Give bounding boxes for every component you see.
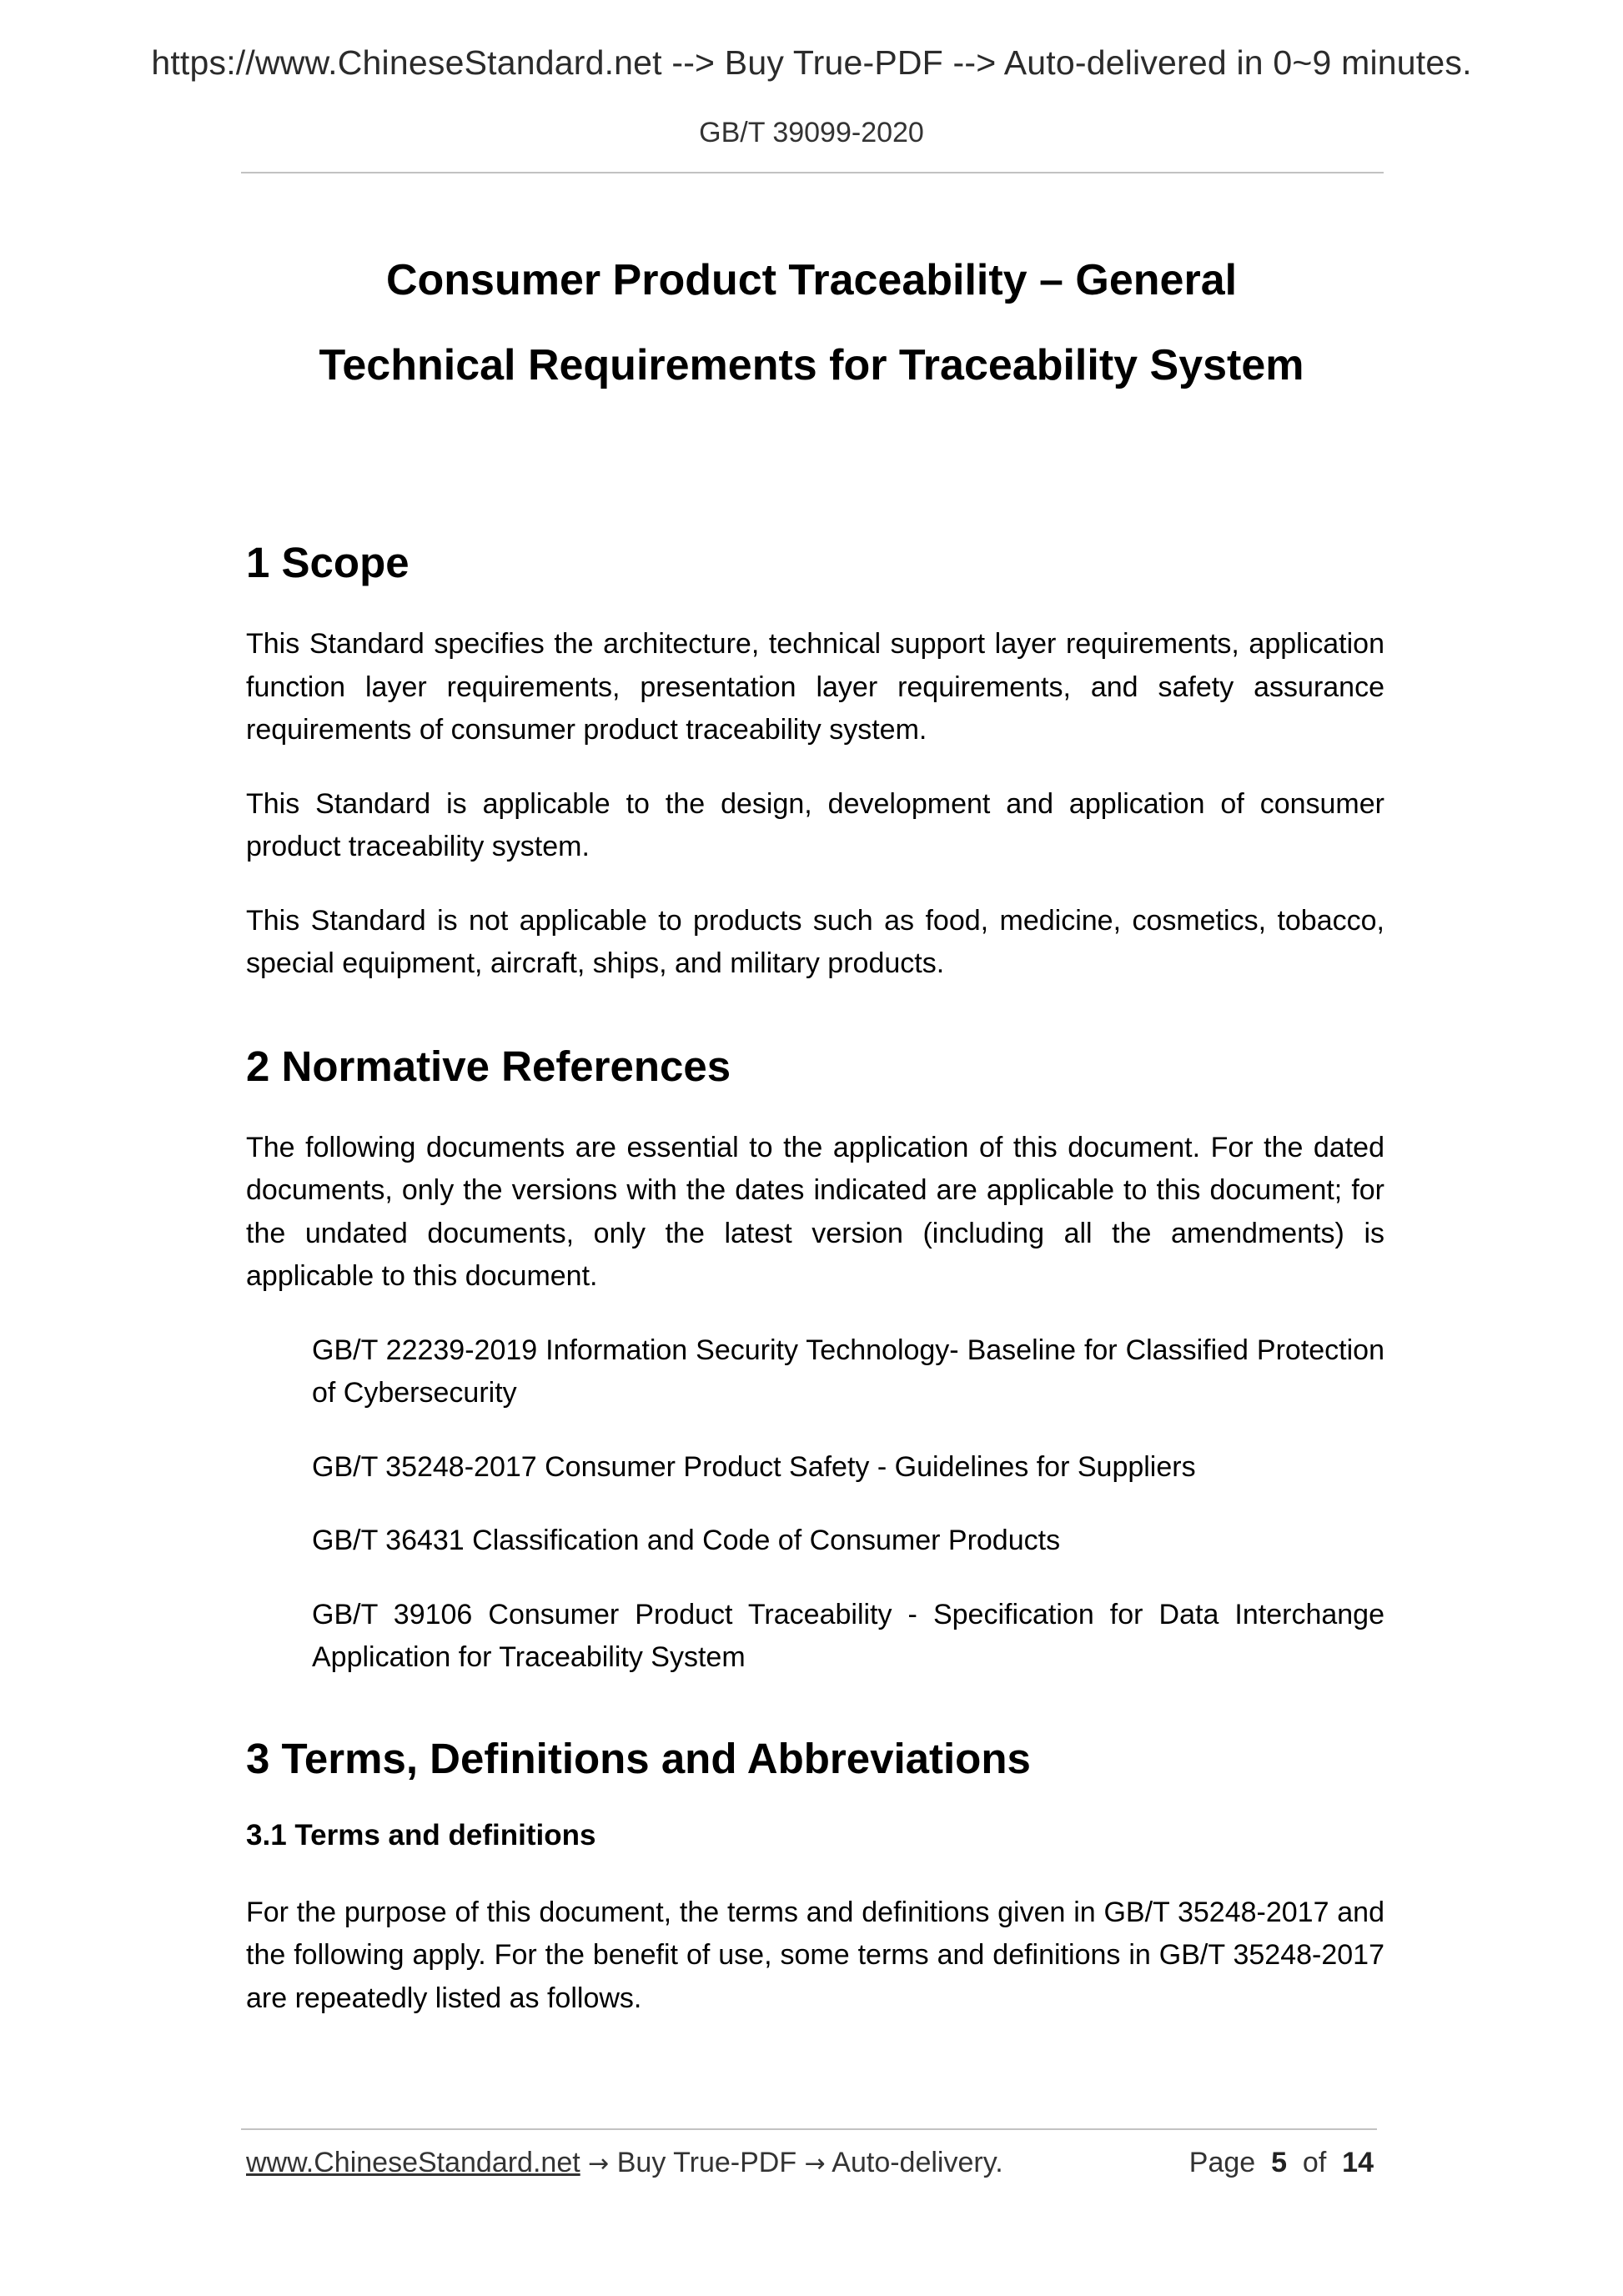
scope-paragraph: This Standard is not applicable to products such as food, medicine, cosmetics, tobacco, special equipment, aircraft, ships, and military products. [246, 904, 1384, 979]
auto-delivery-text: Auto-delivery. [832, 2147, 1003, 2178]
reference-item: GB/T 39106 Consumer Product Traceability - Specification for Data Interchange Application for Traceability System [312, 1598, 1384, 1673]
reference-item: GB/T 35248-2017 Consumer Product Safety - Guidelines for Suppliers [312, 1450, 1196, 1483]
reference-item: GB/T 22239-2019 Information Security Technology- Baseline for Classified Protection of Cybersecurity [312, 1334, 1384, 1409]
standard-code: GB/T 39099-2020 [699, 117, 924, 148]
arrow-right-icon: → [804, 2149, 826, 2178]
terms-paragraph: For the purpose of this document, the terms and definitions given in GB/T 35248-2017 and the following apply. For the benefit of use, some terms and definitions in GB/T 35248-2017 are repeatedly listed as follows. [246, 1896, 1384, 2014]
scope-paragraph: This Standard is applicable to the design, development and application of consumer product traceability system. [246, 787, 1384, 862]
section-heading-normative-references: 2 Normative References [246, 1042, 731, 1090]
page-of-label: of [1302, 2147, 1327, 2178]
section-heading-terms: 3 Terms, Definitions and Abbreviations [246, 1734, 1031, 1782]
document-body [246, 534, 1384, 2020]
page-footer [246, 2147, 1377, 2188]
page-label: Page [1188, 2147, 1256, 2178]
section-heading-scope: 1 Scope [246, 539, 410, 586]
subsection-heading-terms-definitions: 3.1 Terms and definitions [246, 1818, 596, 1851]
scope-paragraph: This Standard specifies the architecture, technical support layer requirements, application function layer requirements, presentation layer requirements, and safety assurance requirements of consumer product traceability system. [246, 628, 1384, 746]
document-title-line-2: Technical Requirements for Traceability System [319, 341, 1304, 389]
document-title [0, 238, 1623, 408]
buy-pdf-text: Buy True-PDF [616, 2147, 797, 2178]
footer-divider [241, 2128, 1377, 2130]
site-link[interactable]: www.ChineseStandard.net [246, 2147, 580, 2178]
arrow-right-icon: → [588, 2149, 610, 2178]
document-title-line-1: Consumer Product Traceability – General [385, 256, 1238, 304]
page-indicator [1189, 2147, 1374, 2179]
header-divider [241, 172, 1384, 173]
total-pages-number: 14 [1342, 2147, 1374, 2178]
source-banner: https://www.ChineseStandard.net --> Buy True-PDF --> Auto-delivered in 0~9 minutes. [151, 43, 1472, 82]
reference-item: GB/T 36431 Classification and Code of Consumer Products [312, 1525, 1061, 1556]
current-page-number: 5 [1271, 2147, 1287, 2178]
references-intro: The following documents are essential to the application of this document. For the dated documents, only the versions with the dates indicated are applicable to this document; for the undated documents, only the latest version (including all the amendments) is applicable to this document. [246, 1131, 1384, 1292]
